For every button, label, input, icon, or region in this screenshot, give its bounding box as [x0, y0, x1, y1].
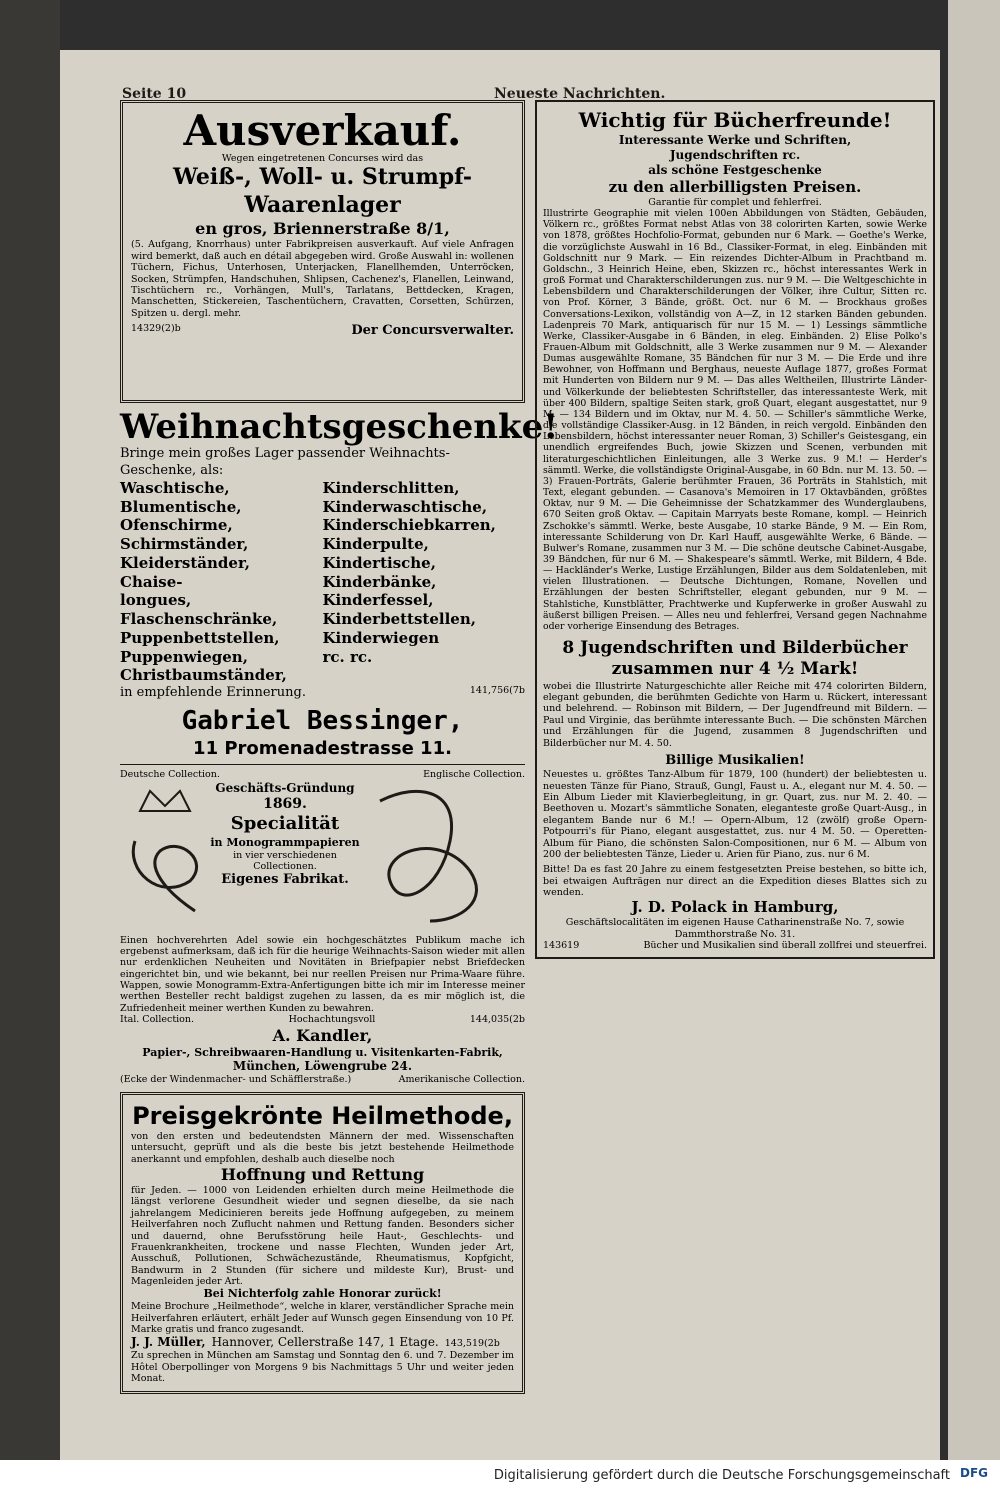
buecher-body2: wobei die Illustrirte Naturgeschichte aller Reiche mit 474 colorirten Bildern, elegant gebunden, die berühmten Gedichte von Harm u. Rückert, interessant und belehrend. — Robinson mit Bildern, — Der Jugendfreund mit Bildern. — Paul und Virginie, das berühmte interessante Buch. — Die schönsten Märchen und Erzählungen für die Jugend, zusammen 8 Jugendschriften und Bilderbücher nur M. 4. 50.	[543, 680, 927, 749]
ad-kandler	[120, 769, 525, 1085]
weihnacht-item: Puppenbettstellen,	[120, 628, 280, 647]
heil-fee: Bei Nichterfolg zahle Honorar zurück!	[203, 1287, 442, 1301]
kandler-label-amer: Amerikanische Collection.	[398, 1074, 525, 1086]
buecher-footer-note: Bücher und Musikalien sind überall zollfrei und steuerfrei.	[643, 940, 927, 951]
weihnacht-item: Ofenschirme,	[120, 516, 233, 535]
kandler-own: Eigenes Fabrikat.	[221, 872, 349, 888]
ad-ausverkauf	[120, 100, 525, 403]
buecher-bitte: Bitte! Da es fast 20 Jahre zu einem festgesetzten Preise bestehen, so bitte ich, bei etwaigen Aufträgen nur direct an die Expedition dieses Blattes sich zu wenden.	[543, 864, 927, 899]
ausverkauf-address: en gros, Briennerstraße 8/1,	[195, 219, 450, 239]
weihnacht-item: Kindertische,	[322, 553, 436, 572]
ad-heilmethode	[120, 1092, 525, 1394]
monogram-crown-icon	[120, 781, 210, 935]
dfg-logo: DFG	[959, 1466, 988, 1480]
right-column	[535, 100, 935, 959]
kandler-city: München, Löwengrube 24.	[232, 1059, 413, 1074]
weihnacht-ref: 141,756(7b	[469, 685, 525, 697]
buecher-note: Garantie für complet und fehlerfrei.	[648, 196, 822, 208]
kandler-product: in Monogrammpapieren	[210, 835, 360, 849]
kandler-corner: (Ecke der Windenmacher- und Schäfflerstraße.)	[120, 1074, 352, 1086]
buecher-headline3: zusammen nur 4 ½ Mark!	[611, 659, 859, 680]
buecher-body: Illustrirte Geographie mit vielen 100en Abbildungen von Städten, Gebäuden, Völkern rc., größtes Format nebst Atlas von 38 colorirten Karten, sowie Werke von 1878, größtes Hochfolio-Format, gebunden nur 6 Mark. — Goethe's Werke, die vorzüglichste Auswahl in 16 Bd., Classiker-Format, in eleg. Einbänden mit Goldschnitt nur 9 Mark. — Ein reizendes Dichter-Album in Prachtband m. Goldschn., 3 Heinrich Heine, eben, Skizzen rc., höchst interessantes Werk in groß Format und Charakterschilderungen zus. nur 9 M. — Die Weltgeschichte in Lebensbildern und Charakterschilderungen der Völker, ihre Cultur, Sitten rc. von Prof. Körner, 3 Bände, größt. Oct. nur 6 M. — Brockhaus großes Conversations-Lexikon, vollständig von A—Z, in 12 starken Bänden gebunden. Ladenpreis 70 Mark, antiquarisch für nur 15 M. — 1) Lessings sämmtliche Werke, Classiker-Ausgabe in 6 Bänden, in eleg. Einbänden. 2) Elise Polko's Frauen-Album mit Goldschnitt, alle 3 Werke zusammen nur 9 M. — Alexander Dumas ausgewählte Romane, 35 Bändchen für nur 3 M. — Die Erde und ihre Bewohner, von Hoffmann und Berghaus, neueste Auflage 1877, großes Format mit Hunderten von Bildern nur 9 M. — Das alles Weltheilen, Illustrirte Länder- und Völkerkunde der beliebtesten Schriftsteller, das interessanteste Werk, mit über 400 Bildern, spaltige Seiten stark, groß Quart, elegant ausgestattet, nur 9 M. — 134 Bildern und im Oktav, nur M. 4. 50. — Schiller's sämmtliche Werke, die vollständige Classiker-Ausg. in 12 Bänden, in reich vergold. Einbänden den Lebensbildern, höchst interessanter neuer Roman, 3) Schiller's Geistesgang, ein unendlich ergreifendes Buch, jowie Skizzen und Scenen, verbunden mit literaturgeschichtlichen Einleitungen, alle 3 Werke zus. 9 M.! — Herder's sämmtl. Werke, die vollständigste Original-Ausgabe, in 60 Bdn. nur M. 13. 50. — 3) Frauen-Porträts, Galerie berühmter Frauen, 36 Porträts in Stahlstich, mit Text, elegant gebunden. — Casanova's Memoiren in 17 Oktavbänden, größtes Oktav, nur 9 M. — Die Geheimnisse der Schatzkammer des Wunderglaubens, 670 Seiten groß Oktav. — Capitain Marryats beste Romane, kompl. — Heinrich Zschokke's sämmtl. Werke, beste Ausgabe, 10 starke Bände, 9 M. — Ein Rom, interessante Schilderung von Dr. Karl Hauff, ausgewählte Werke, 6 Bände. — Bulwer's Romane, zusammen nur 3 M. — Die schöne deutsche Cabinet-Ausgabe, 39 Bändchen, für nur 6 M. — Shakespeare's sämmtl. Werke, mit Bildern, 4 Bde. — Hackländer's Werke, Lustige Erzählungen, Bilder aus dem Soldatenleben, mit vielen Illustrationen. — Deutsche Dichtungen, Romane, Novellen und Erzählungen der besten Schriftsteller, elegant gebunden, nur 9 M. — Stahlstiche, Kunstblätter, Prachtwerke und Kupferwerke in großer Auswahl zu äußerst billigen Preisen. — Alles neu und fehlerfrei, Versand gegen Nachnahme oder vorherige Einsendung des Betrages.	[543, 208, 927, 632]
heil-name: J. J. Müller,	[131, 1335, 206, 1350]
heil-body: für Jeden. — 1000 von Leidenden erhielten durch meine Heilmethode die längst verlorene Gesundheit wieder und segnen dieselbe, da sie nach jahrelangem Medicinieren bereits jede Hoffnung aufgegeben, zu meinem Heilverfahren noch Zuflucht nahmen und Rettung fanden. Besonders sicher und dauernd, ohne Berufsstörung heile Haut-, Geschlechts- und Frauenkrankheiten, trockene und nasse Flechten, Wunden jeder Art, Ausschuß, Pollutionen, Schwächezustände, Rheumatismus, Kopfgicht, Bandwurm in 2 Stunden (für sichere und mildeste Kur), Brust- und Magenleiden jeder Art.	[131, 1184, 514, 1288]
buecher-sub1: Interessante Werke und Schriften,	[618, 133, 852, 147]
weihnacht-item: Schirmständer,	[120, 535, 249, 554]
footer-credit: Digitalisierung gefördert durch die Deutsche Forschungsgemeinschaft	[493, 1468, 950, 1483]
weihnacht-item: Flaschenschränke,	[120, 610, 278, 629]
buecher-sub3: als schöne Festgeschenke	[648, 163, 822, 177]
weihnacht-item: Blumentische,	[120, 497, 242, 516]
kandler-specialty: Specialität	[230, 813, 340, 835]
kandler-label-right: Englische Collection.	[423, 769, 525, 781]
weihnacht-item: Chaise-longues,	[120, 572, 192, 610]
kandler-desc: Papier-, Schreibwaaren-Handlung u. Visitenkarten-Fabrik,	[142, 1045, 503, 1059]
left-book-edge	[0, 0, 60, 1460]
weihnacht-intro: Bringe mein großes Lager passender Weihnachts-Geschenke, als:	[120, 446, 450, 478]
ad-weihnacht	[120, 407, 559, 760]
weihnacht-closing: in empfehlende Erinnerung.	[120, 685, 306, 701]
buecher-music-title: Billige Musikalien!	[665, 752, 805, 768]
adjacent-page	[948, 0, 1000, 1460]
page-number: Seite 10	[122, 86, 187, 102]
ausverkauf-signature: Der Concursverwalter.	[351, 323, 514, 339]
left-column	[120, 100, 559, 1400]
paper-name: Neueste Nachrichten.	[494, 86, 666, 102]
weihnacht-title: Weihnachtsgeschenke!	[120, 407, 559, 447]
weihnacht-item: Puppenwiegen,	[120, 647, 248, 666]
weihnacht-item: Christbaumständer,	[120, 666, 287, 685]
weihnacht-right-list	[323, 479, 526, 685]
weihnacht-item: Kinderschlitten,	[322, 478, 460, 497]
heil-ref: 143,519(2b	[444, 1338, 500, 1350]
weihnacht-left-list	[120, 479, 323, 685]
weihnacht-item: Kinderbänke,	[322, 572, 437, 591]
buecher-title: Wichtig für Bücherfreunde!	[578, 108, 892, 132]
kandler-label-ital: Ital. Collection.	[120, 1014, 195, 1026]
kandler-ref: 144,035(2b	[469, 1014, 525, 1026]
weihnacht-address: 11 Promenadestrasse 11.	[193, 737, 452, 759]
buecher-sub2: Jugendschriften rc.	[669, 148, 801, 162]
kandler-label-left: Deutsche Collection.	[120, 769, 220, 781]
kandler-greeting: Hochachtungsvoll	[288, 1014, 376, 1026]
ausverkauf-business: Weiß-, Woll- u. Strumpf-	[173, 164, 472, 191]
kandler-body: Einen hochverehrten Adel sowie ein hochgeschätztes Publikum mache ich ergebenst aufmerksam, daß ich für die heurige Weihnachts-Saison wieder mit allen nur erdenklichen Neuheiten und Novitäten in Briefpapier nebst Briefdecken eingerichtet bin, und wie bekannt, bei nur reellen Preisen nur Prima-Waare führe. Wappen, sowie Monogramm-Extra-Anfertigungen bitte ich mir im Interesse meiner werthen Besteller recht baldigst zugehen zu lassen, da es mir möglich ist, die Zufriedenheit meiner werthen Kunden zu bewahren.	[120, 934, 525, 1014]
heil-sub: von den ersten und bedeutendsten Männern der med. Wissenschaften untersucht, geprüft und als die beste bis jetzt bestehende Heilmethode anerkannt und empfohlen, deshalb auch dieselbe noch	[131, 1130, 514, 1165]
buecher-headline2: 8 Jugendschriften und Bilderbücher	[562, 638, 908, 659]
weihnacht-name: Gabriel Bessinger,	[181, 706, 464, 737]
weihnacht-item: Waschtische,	[120, 478, 230, 497]
weihnacht-item: Kinderpulte,	[322, 535, 429, 554]
heil-hope: Hoffnung und Rettung	[220, 1164, 425, 1184]
buecher-ref: 143619	[543, 940, 580, 951]
ausverkauf-title: Ausverkauf.	[183, 106, 462, 155]
heil-title: Preisgekrönte Heilmethode,	[132, 1101, 513, 1130]
monogram-english-icon	[360, 781, 500, 935]
buecher-firm: J. D. Polack in Hamburg,	[631, 898, 839, 917]
weihnacht-item: Kinderwiegen rc. rc.	[322, 628, 440, 666]
ausverkauf-business2: Waarenlager	[244, 191, 401, 218]
buecher-firm-desc: Geschäftslocalitäten im eigenen Hause Catharinenstraße No. 7, sowie Dammthorstraße No. 31.	[565, 917, 905, 940]
kandler-product2: in vier verschiedenen Collectionen.	[233, 849, 337, 872]
digitization-footer	[0, 1460, 1000, 1492]
heil-brochure: Meine Brochure „Heilmethode“, welche in klarer, verständlicher Sprache mein Heilverfahren erläutert, erhält Jeder auf Wunsch gegen Einsendung von 10 Pf. Marke gratis und franco zugesandt.	[131, 1301, 514, 1336]
ausverkauf-ref: 14329(2)b	[131, 323, 181, 335]
ausverkauf-body: (5. Aufgang, Knorrhaus) unter Fabrikpreisen ausverkauft. Auf viele Anfragen wird bemerkt, daß auch en détail abgegeben wird. Große Auswahl in: wollenen Tüchern, Fichus, Unterhosen, Unterjacken, Flanellhemden, Unterröcken, Socken, Strümpfen, Handschuhen, Shlipsen, Cachenez's, Flanellen, Leinwand, Tischtüchern rc., Vorhängen, Mull's, Tarlatans, Bettdecken, Kragen, Manschetten, Stickereien, Taschentüchern, Cravatten, Corsetten, Schürzen, Spitzen u. dergl. mehr.	[131, 239, 514, 319]
weihnacht-item: Kleiderständer,	[120, 553, 250, 572]
weihnacht-item: Kinderschiebkarren,	[322, 516, 496, 535]
weihnacht-item: Kinderwaschtische,	[322, 497, 488, 516]
ad-buecher	[535, 100, 935, 959]
ausverkauf-intro: Wegen eingetretenen Concurses wird das	[221, 153, 424, 165]
kandler-founded: Geschäfts-Gründung	[215, 780, 355, 795]
kandler-year: 1869.	[263, 795, 307, 812]
weihnacht-item: Kinderbettstellen,	[322, 610, 476, 629]
heil-visit: Zu sprechen in München am Samstag und Sonntag den 6. und 7. Dezember im Hôtel Oberpollinger von Morgens 9 bis Nachmittags 5 Uhr und weiter jeden Monat.	[131, 1350, 514, 1385]
buecher-music-body: Neuestes u. größtes Tanz-Album für 1879, 100 (hundert) der beliebtesten u. neuesten Tänze für Piano, Strauß, Gungl, Faust u. A., elegant nur M. 4. 50. — Ein Album Lieder mit Klavierbegleitung, in gr. Quart, zus. nur M. 2. 40. — Beethoven u. Mozart's sämmtliche Sonaten, eleganteste große Quart-Ausg., in elegantem Bande nur 6 M.! — Opern-Album, 12 (zwölf) große Opern-Potpourri's für Piano, elegant ausgestattet, zus. nur 4 M. 50. — Operetten-Album für Piano, die schönsten Salon-Compositionen, nur 6 M. — Album von 200 der beliebtesten Tänze, Lieder u. Arien für Piano, zus. nur 6 M.	[543, 769, 927, 860]
weihnacht-item: Kinderfessel,	[322, 591, 434, 610]
weihnacht-item-lists	[120, 479, 525, 685]
heil-address: Hannover, Cellerstraße 147, 1 Etage.	[211, 1335, 439, 1350]
buecher-sub4: zu den allerbilligsten Preisen.	[608, 178, 862, 196]
kandler-name: A. Kandler,	[272, 1025, 373, 1045]
